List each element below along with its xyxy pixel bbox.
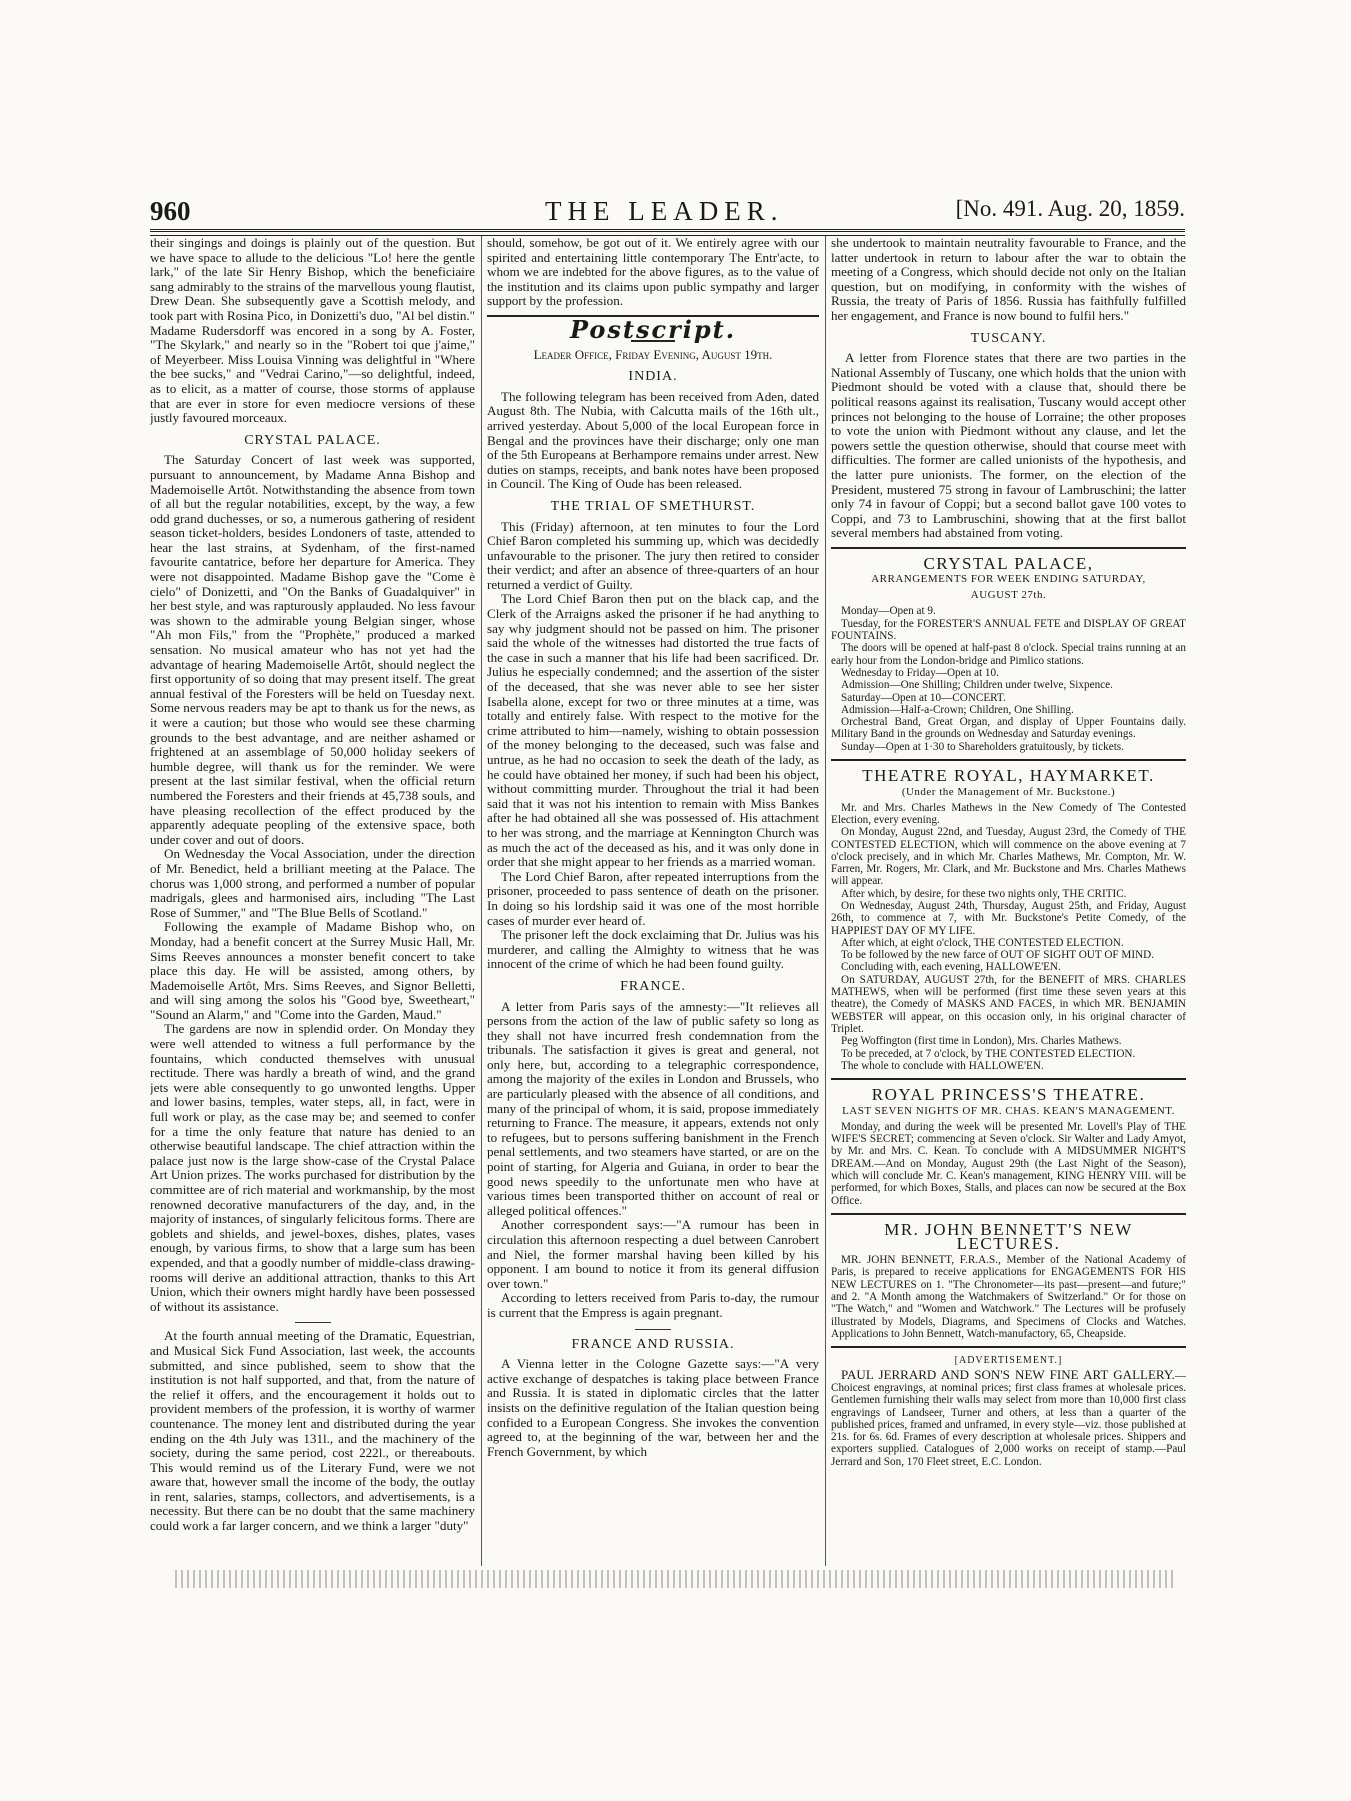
advert-line: After which, by desire, for these two nights only, THE CRITIC. [841, 887, 1127, 900]
advert-line: Wednesday to Friday—Open at 10. [841, 666, 999, 679]
advert-heading: THEATRE ROYAL, HAYMARKET. [862, 766, 1155, 786]
advert-body [831, 802, 1186, 1073]
postscript-heading: Postscript. [569, 314, 737, 344]
advert-line: The whole to conclude with HALLOWE'EN. [841, 1059, 1044, 1072]
advert-line: Saturday—Open at 10—CONCERT. [841, 691, 1006, 704]
section-heading: TUSCANY. [970, 330, 1047, 346]
advert-line: Orchestral Band, Great Organ, and display of Upper Fountains daily. Military Band in the grounds on Wednesday and Saturday evenings. [831, 716, 1186, 741]
article-paragraph: The prisoner left the dock exclaiming that Dr. Julius was his murderer, and calling the Almighty to witness that he was innocent of the crime of which he had been found guilty. [487, 927, 819, 972]
article-paragraph: This (Friday) afternoon, at ten minutes to four the Lord Chief Baron completed his summing up, which was decidedly unfavourable to the prisoner. The jury then retired to consider their verdict; and after an absence of three-quarters of an hour returned a verdict of Guilty. [487, 518, 819, 592]
advert-line: —Choicest engravings, at nominal prices; first class frames at wholesale prices. Gentlemen furnishing their walls may select from more than 10,000 first class engravings of Landseer, Turner and others, at less than a quarter of the published prices, framed and unframed, in every style—viz. those published at 21s. for 6s. 6d. Frames of every description at wholesale prices. Shippers and exporters supplied. Catalogues of 2,000 works on receipt of stamp.—Paul Jerrard and Son, 170 Fleet street, E.C. London. [831, 1369, 1186, 1468]
advert-body [831, 605, 1186, 753]
advert-line: Concluding with, each evening, HALLOWE'EN. [841, 961, 1061, 974]
scan-edge-artifact [175, 1570, 1175, 1588]
advert-heading: MR. JOHN BENNETT'S NEW LECTURES. [884, 1219, 1133, 1254]
article-paragraph: The Lord Chief Baron then put on the black cap, and the Clerk of the Arraigns asked the prisoner if he had anything to say why judgment should not be passed on him. The prisoner said the whole of the witnesses had distorted the true facts of the case in such a manner that his life had been sacrificed. Dr. Julius he especially condemned; and the assertion of the sister of the deceased, that she was never able to see her sister Isabella alone, except for two or three minutes at a time, was totally and entirely false. With respect to the motive for the crime attributed to him—namely, wishing to obtain possession of the money belonging to the deceased, such was false and untrue, as he had no occasion to seek the death of the lady, as he could have obtained her money, if such had been his object, without committing murder. Throughout the trial it had been said that it was not his intention to remain with Miss Bankes after he had obtained all she was possessed of. His attachment to her was strong, and the marriage at Kennington Church was as much the act of the deceased as his, and it was only done in order that she might appear to her friends as a married woman. [487, 591, 819, 870]
newspaper-title: THE LEADER. [545, 196, 784, 226]
article-paragraph: Following the example of Madame Bishop who, on Monday, had a benefit concert at the Surrey Music Hall, Mr. Sims Reeves announces a monster benefit concert to take place this day. He will be assisted, among others, by Mademoiselle Artôt, Mrs. Sims Reeves, and Signor Belletti, and will sing among the solos his "Good bye, Sweetheart," "Sound an Alarm," and "Come into the Garden, Maud." [150, 919, 475, 1022]
section-heading: FRANCE AND RUSSIA. [571, 1336, 735, 1352]
article-paragraph: she undertook to maintain neutrality favourable to France, and the latter undertook in return to labour after the war to obtain the meeting of a Congress, which should decide not only on the Italian question, but on modifying, in conformity with the wishes of Russia, the treaty of Paris of 1856. Russia has faithfully fulfilled her engagement, and France is now bound to fulfil hers." [831, 236, 1186, 323]
advert-line: On Monday, August 22nd, and Tuesday, August 23rd, the Comedy of THE CONTESTED ELECTION, which will commence on the above evening at 7 o'clock precisely, and in which Mr. Charles Mathews, Mr. Compton, Mr. W. Farren, Mr. Rogers, Mr. Clark, and Mr. Buckstone and Mrs. Charles Mathews will appear. [831, 826, 1186, 888]
article-paragraph: At the fourth annual meeting of the Dramatic, Equestrian, and Musical Sick Fund Association, last week, the accounts submitted, and since published, seem to show that the institution is not half supported, and that, from the nature of the relief it offers, and the encouragement it holds out to provident members of the profession, it is worthy of warmer countenance. The money lent and distributed during the year ending on the 4th July was 131l., and the machinery of the society, during the same period, cost 222l., or thereabouts. This would remind us of the Literary Fund, were we not aware that, however small the income of the body, the outlay in rent, salaries, stamps, collectors, and advertisements, is a necessity. But there can be no doubt that the same machinery could work a far larger concern, and we think a larger "duty" [150, 1328, 475, 1534]
advert-body [831, 1254, 1186, 1340]
page-number: 960 [150, 196, 191, 226]
column-divider [825, 236, 826, 1566]
article-paragraph: The following telegram has been received from Aden, dated August 8th. The Nubia, with Calcutta mails of the 16th ult., arrived yesterday. About 5,000 of the local European force in Bengal and the provinces have their discharge; only one man of the 5th Europeans at Berhampore remains under arrest. New duties on stamps, receipts, and bank notes have been proposed in Council. The King of Oude has been released. [487, 388, 819, 492]
divider [831, 1346, 1186, 1348]
advert-subheading: AUGUST 27th. [970, 589, 1047, 602]
advert-line: Sunday—Open at 1·30 to Shareholders gratuitously, by tickets. [841, 740, 1124, 753]
advert-line: Monday, and during the week will be presented Mr. Lovell's Play of THE WIFE'S SECRET; commencing at Seven o'clock. Sir Walter and Lady Amyot, by Mr. and Mrs. C. Kean. To conclude with A MIDSUMMER NIGHT'S DREAM.—And on Monday, August 29th (the Last Night of the Season), which will conclude Mr. C. Kean's management, KING HENRY VIII. will be performed, for which Boxes, Stalls, and places can now be secured at the Box Office. [831, 1120, 1186, 1207]
advert-line: Admission—One Shilling; Children under twelve, Sixpence. [841, 679, 1113, 692]
article-paragraph: On Wednesday the Vocal Association, under the direction of Mr. Benedict, held a brilliant meeting at the Palace. The chorus was 1,000 strong, and performed a number of popular madrigals, glees and harmonised airs, including "The Last Rose of Summer," and "The Blue Bells of Scotland." [150, 846, 475, 920]
column-1 [150, 236, 475, 1566]
advert-heading: ROYAL PRINCESS'S THEATRE. [871, 1085, 1146, 1105]
advert-subheading: (Under the Management of Mr. Buckstone.) [901, 785, 1116, 798]
header-rule [150, 229, 1185, 236]
advert-line: Peg Woffington (first time in London), Mrs. Charles Mathews. [841, 1035, 1122, 1048]
advert-heading: PAUL JERRARD AND SON'S NEW FINE ART GALLERY. [841, 1366, 1175, 1382]
divider [831, 759, 1186, 761]
article-paragraph: Another correspondent says:—"A rumour has been in circulation this afternoon respecting a duel between Canrobert and Niel, the former marshal having been killed by his opponent. I am bound to notice it from its general diffusion over town." [487, 1217, 819, 1291]
advert-line: After which, at eight o'clock, THE CONTESTED ELECTION. [841, 936, 1124, 949]
section-heading: THE TRIAL OF SMETHURST. [550, 498, 756, 514]
advert-subheading: LAST SEVEN NIGHTS OF MR. CHAS. KEAN'S MANAGEMENT. [842, 1104, 1175, 1117]
article-paragraph: The gardens are now in splendid order. On Monday they were well attended to witness a full performance by the fountains, which conducted themselves with unusual rectitude. There was hardly a breath of wind, and the grand jets were able consequently to go unwonted lengths. Upper and lower basins, temples, water steps, all, in fact, were in full work or play, as the case may be; and seemed to confer for a time the only feature that nature has denied to an otherwise beautiful landscape. The chief attraction within the palace just now is the large show-case of the Crystal Palace Art Union prizes. The works purchased for distribution by the committee are of rich material and workmanship, by the most renowned decorative manufacturers of the day, and, in the majority of instances, of singularly felicitous forms. There are goblets and shields, and jewel-boxes, dishes, plates, vases enough, by various firms, to show that a large sum has been expended, and that a goodly number of middle-class drawing-rooms will derive an additional attraction, thanks to this Art Union, which their owners might hardly have been possessed of without its assistance. [150, 1021, 475, 1314]
page-header [150, 196, 1185, 230]
divider [831, 1078, 1186, 1080]
advert-body [831, 1366, 1186, 1468]
article-paragraph: The Lord Chief Baron, after repeated interruptions from the prisoner, proceeded to pass sentence of death on the prisoner. In doing so his lordship said it was one of the most horrible cases of murder ever heard of. [487, 868, 819, 928]
article-paragraph: The Saturday Concert of last week was supported, pursuant to announcement, by Madame Anna Bishop and Mademoiselle Artôt. Notwithstanding the absence from town of all but the regular notabilities, except, by the way, a few odd grand duchesses, or so, a numerous gathering of resident season ticket-holders, besides Londoners of taste, attended to hear the last strains, at Sydenham, of the first-named favourite cantatrice, before her departure for America. They were not disappointed. Madame Bishop gave the "Come è cielo" of Donizetti, and "On the Banks of Guadalquiver" in her best style, and was rapturously applauded. No less favour was shown to the admirable young Belgian singer, whose "Ah mon Fils," from the "Prophète," produced a marked sensation. No musical amateur who has not yet had the advantage of hearing Mademoiselle Artôt, should neglect the first opportunity of so doing that may present itself. The great annual festival of the Foresters will be held on Tuesday next. Some nervous readers may be apt to thank us for the news, as it were a caution; but those who would see these charming grounds to the best advantage, and are neither ashamed or frightened at an assemblage of 50,000 holiday seekers of humble degree, will thank us for the reminder. We were present at the last similar festival, when the official return numbered the Foresters and their friends at 45,738 souls, and have pleasing recollection of the effect produced by the apparently adequate peopling of the extensive space, both under cover and out of doors. [150, 452, 475, 847]
advert-line: The doors will be opened at half-past 8 o'clock. Special trains running at an early hour from the London-bridge and Pimlico stations. [831, 642, 1186, 667]
article-paragraph: A letter from Paris says of the amnesty:—"It relieves all persons from the action of the law of public safety so long as they shall not have incurred fresh condemnation from the tribunals. The satisfaction it gives is great and general, not only here, but, according to a telegraphic correspondence, among the majority of the exiles in London and Brussels, who are particularly pleased with the absence of all conditions, and many of the principal of whom, it is said, propose immediately returning to France. The measure, it appears, extends not only to refugees, but to persons suffering banishment in the French penal settlements, and two steamers have started, or are on the point of starting, for Algeria and Guiana, in order to bear the good news speedily to the unfortunate men who have at various times been transported thither on account of real or alleged political offences." [487, 998, 819, 1218]
section-heading: FRANCE. [620, 978, 686, 994]
advert-line: On SATURDAY, AUGUST 27th, for the BENEFIT of MRS. CHARLES MATHEWS, when will be performed (first time these seven years at this theatre), the Comedy of MASKS AND FACES, in which MR. BENJAMIN WEBSTER will appear, on this occasion only, in his original character of Triplet. [831, 973, 1186, 1035]
advert-heading: CRYSTAL PALACE, [923, 553, 1094, 573]
article-paragraph: A Vienna letter in the Cologne Gazette says:—"A very active exchange of despatches is taking place between France and Russia. It is stated in diplomatic circles that the latter insists on the definitive regulation of the Italian question being confided to a European Congress. She invokes the convention agreed to, at the beginning of the war, between her and the French Government, by which [487, 1356, 819, 1459]
advert-line: To be followed by the new farce of OUT OF SIGHT OUT OF MIND. [841, 949, 1155, 962]
section-heading: CRYSTAL PALACE. [244, 432, 381, 448]
advert-line: To be preceded, at 7 o'clock, by THE CONTESTED ELECTION. [841, 1047, 1136, 1060]
column-2 [487, 236, 819, 1566]
advertisement-tag: [ADVERTISEMENT.] [954, 1355, 1063, 1367]
advert-subheading: ARRANGEMENTS FOR WEEK ENDING SATURDAY, [871, 573, 1146, 586]
advert-line: Monday—Open at 9. [841, 605, 936, 618]
advert-line: MR. JOHN BENNETT, F.R.A.S., Member of the National Academy of Paris, is prepared to receive applications for ENGAGEMENTS FOR HIS NEW LECTURES on 1. "The Chronometer—its past—present—and future;" and 2. "A Month among the Watchmakers of Switzerland." Or for those on "The Watch," and "Women and Watchwork." The Lectures will be profusely illustrated by Models, Diagrams, and Specimens of Clocks and Watches. Applications to John Bennett, Watch-manufactory, 65, Cheapside. [831, 1254, 1186, 1340]
section-heading: INDIA. [628, 369, 678, 385]
article-paragraph: should, somehow, be got out of it. We entirely agree with our spirited and entertaining little contemporary The Entr'acte, to whom we are indebted for the above figures, as to the value of the institution and its claims upon public sympathy and larger support by the profession. [487, 236, 819, 309]
advert-line: On Wednesday, August 24th, Thursday, August 25th, and Friday, August 26th, to commence at 7, with Mr. Buckstone's Petite Comedy, of the HAPPIEST DAY OF MY LIFE. [831, 900, 1186, 937]
issue-date: [No. 491. Aug. 20, 1859. [955, 196, 1185, 221]
advert-line: Tuesday, for the FORESTER'S ANNUAL FETE and DISPLAY OF GREAT FOUNTAINS. [831, 617, 1186, 643]
divider [831, 1213, 1186, 1215]
divider [635, 1329, 671, 1330]
column-3 [831, 236, 1186, 1566]
divider [295, 1322, 331, 1323]
divider [831, 547, 1186, 549]
article-paragraph: According to letters received from Paris to-day, the rumour is current that the Empress is again pregnant. [487, 1290, 819, 1320]
advert-body [831, 1121, 1186, 1207]
advert-line: Admission—Half-a-Crown; Children, One Shilling. [841, 703, 1074, 716]
article-paragraph: A letter from Florence states that there are two parties in the National Assembly of Tuscany, one which holds that the union with Piedmont should be voted with a clause that, should there be political reasons against its realisation, Tuscany would accept other princes not belonging to the house of Lorraine; the other proposes to vote the union with Piedmont without any clause, and let the powers settle the question otherwise, should that course meet with difficulties. The former are called unionists of the hypothesis, and the latter pure unionists. The former, on the election of the President, mustered 75 strong in favour of Lambruschini; the latter only 74 in favour of Coppi; but a second ballot gave 100 votes to Coppi, and 73 to Lambruschini, showing that at the first ballot several members had abstained from voting. [831, 350, 1186, 541]
dateline: Leader Office, Friday Evening, August 19th. [533, 346, 773, 362]
article-paragraph: their singings and doings is plainly out of the question. But we have space to allude to the delicious "Lo! here the gentle lark," of the late Sir Henry Bishop, which the beneficiaire sang admirably to the strains of the marvellous young flautist, Drew Dean. She subsequently gave a Scottish melody, and took part with Rosina Pico, in Donizetti's duo, "Al bel distin." Madame Rudersdorff was encored in a song by A. Foster, "The Skylark," and nearly so in the "Robert toi que j'aime," of Meyerbeer. Miss Louisa Vinning was delightful in "Where the bee sucks," and "Vedrai Carino,"—so delightful, indeed, as to elicit, as a matter of course, those storms of applause that are ever in store for even mediocre versions of these justly favoured morceaux. [150, 236, 475, 426]
advert-line: Mr. and Mrs. Charles Mathews in the New Comedy of The Contested Election, every evening. [831, 801, 1186, 826]
column-divider [481, 236, 482, 1566]
